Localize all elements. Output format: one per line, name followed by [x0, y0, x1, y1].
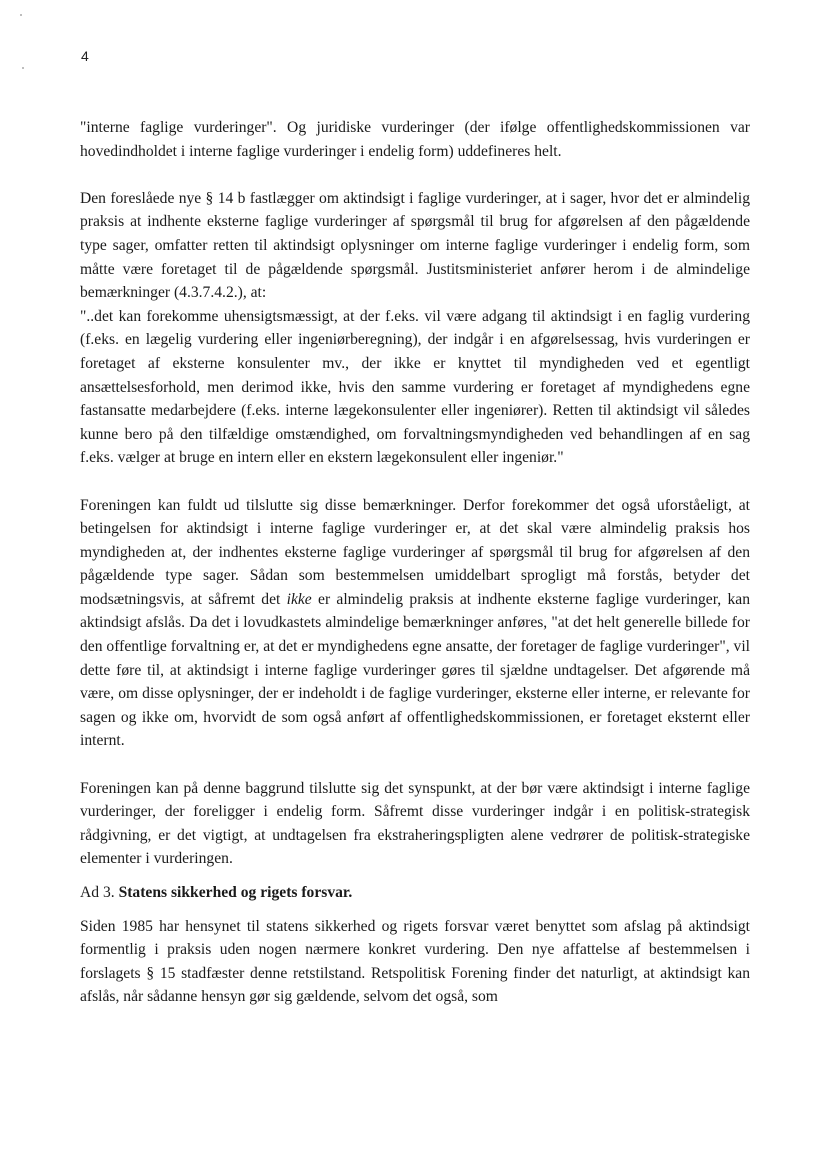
section-heading-title: Statens sikkerhed og rigets forsvar. [118, 884, 353, 901]
block-quote: "..det kan forekomme uhensigtsmæssigt, at der f.eks. vil være adgang til aktindsigt i en faglig vurdering (f.eks. en lægelig vurdering eller ingeniørberegning), der indgår i en afgørelsessag, hvis vurderingen er foretaget af eksterne konsulenter mv., der ikke er knyttet til myndigheden ved et egentligt ansættelsesforhold, men derimod ikke, hvis den samme vurdering er foretaget af myndighedens egne fastansatte medarbejdere (f.eks. interne lægekonsulenter eller ingeniører). Retten til aktindsigt vil således kunne bero på den tilfældige omstændighed, om forvaltningsmyndigheden ved behandlingen af en sag f.eks. vælger at bruge en intern eller en ekstern lægekonsulent eller ingeniør." [80, 307, 750, 467]
paragraph-1: "interne faglige vurderinger". Og juridiske vurderinger (der ifølge offentlighedskommissionen var hovedindholdet i interne faglige vurderinger i endelig form) uddefineres helt. [80, 119, 750, 160]
scan-speck [22, 67, 24, 69]
paragraph-3 [80, 494, 750, 754]
section-heading [80, 881, 750, 905]
paragraph-3-text-b: er almindelig praksis at indhente eksterne faglige vurderinger, kan aktindsigt afslås. Da det i lovudkastets almindelige bemærkninger anføres, "at det helt generelle billede for den offentlige forvaltning er, at det er myndighedens egne ansatte, der foretager de faglige vurderinger", vil dette føre til, at aktindsigt i interne faglige vurderinger gøres til sjældne undtagelser. Det afgørende må være, om disse oplysninger, der er indeholdt i de faglige vurderinger, eksterne eller interne, er relevante for sagen og ikke om, hvorvidt de som også anført af offentlighedskommissionen, er foretaget eksternt eller internt. [80, 590, 750, 750]
emphasis-ikke: ikke [286, 590, 312, 608]
paragraph-4: Foreningen kan på denne baggrund tilslutte sig det synspunkt, at der bør være aktindsigt i interne faglige vurderinger, der foreligger i endelig form. Såfremt disse vurderinger indgår i en politisk-strategisk rådgivning, er det vigtigt, at undtagelsen fra ekstraheringspligten alene vedrører de politisk-strategiske elementer i vurderingen. [80, 779, 750, 868]
scan-speck [20, 14, 22, 16]
page-number: 4 [81, 48, 89, 64]
paragraph-5: Siden 1985 har hensynet til statens sikkerhed og rigets forsvar været benyttet som afslag på aktindsigt formentlig i praksis uden nogen nærmere konkret vurdering. Den nye affattelse af bestemmelsen i forslagets § 15 stadfæster denne retstilstand. Retspolitisk Forening finder det naturligt, at aktindsigt kan afslås, når sådanne hensyn gør sig gældende, selvom det også, som [80, 917, 750, 1006]
paragraph-2: Den foreslåede nye § 14 b fastlægger om aktindsigt i faglige vurderinger, at i sager, hvor det er almindelig praksis at indhente eksterne faglige vurderinger af spørgsmål til brug for afgørelsen af den pågældende type sager, omfatter retten til aktindsigt oplysninger om interne faglige vurderinger i endelig form, som måtte være foretaget til de pågældende spørgsmål. Justitsministeriet anfører herom i de almindelige bemærkninger (4.3.7.4.2.), at: [80, 189, 750, 302]
section-heading-prefix: Ad 3. [80, 884, 119, 901]
paragraph-3-text-a: Foreningen kan fuldt ud tilslutte sig disse bemærkninger. Derfor forekommer det også uforståeligt, at betingelsen for aktindsigt i interne faglige vurderinger er, at det skal være almindelig praksis hos myndigheden at, der indhentes eksterne faglige vurderinger af spørgsmål til brug for afgørelsen af den pågældende type sager. Sådan som bestemmelsen umiddelbart sprogligt må forstås, betyder det modsætningsvis, at såfremt det [80, 496, 750, 608]
document-body [80, 116, 750, 1009]
